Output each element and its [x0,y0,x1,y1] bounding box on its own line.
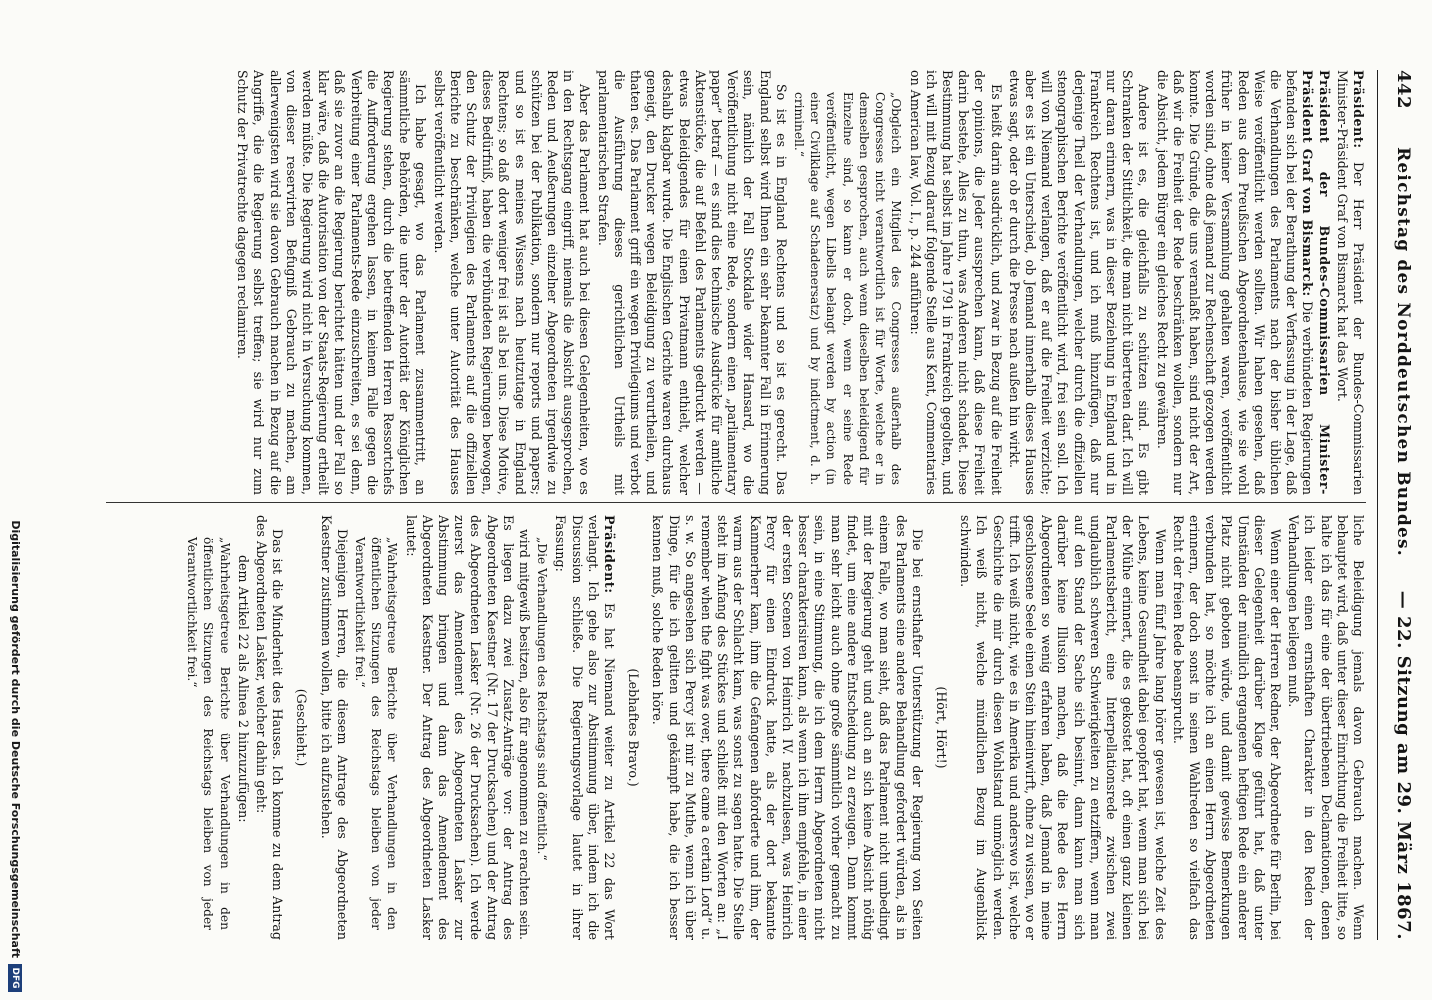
paragraph: So ist es in England Rechtens und so ist es gerecht. Das England selbst wird Ihnen ein sehr bekannter Fall in Erinnerung sein, nämlich der Fall Stockdale wider Hansard, wo die Veröffentlichung nicht eine Rede, sondern einen „parliamentary paper“ betraf — es sind dies technische Ausdrücke für amtliche Aktenstücke, die auf Befehl des Parlaments gedruckt werden — etwas Beleidigendes für einen Privatmann enthielt, welcher deshalb klagbar wurde. Die Englischen Gerichte waren durchaus geneigt, den Drucker wegen Beleidigung zu verurtheilen, und thaten es. Das Parlament griff ein wegen Privilegiums und verbot die Ausführung dieses gerichtlichen Urtheils mit parlamentarischen Strafen. [595,70,789,495]
quotation: „Die Verhandlungen des Reichstags sind öffentlich.“ [535,537,550,861]
credit-text: Digitalisierung gefördert durch die Deutsche Forschungsgemeinschaft [9,520,22,958]
interjection: (Geschieht.) [294,688,310,767]
paragraph: Das ist die Minderheit des Hauses. Ich komme zu dem Antrag des Abgeordneten Lasker, welcher dahin geht: [254,515,286,940]
paragraph: Es heißt darin ausdrücklich, und zwar in Bezug auf die Freiheit der opinions, die Jeder aussprechen kann, daß diese Freiheit darin bestehe, Alles zu thun, was Anderen nicht schadet. Diese Bestimmung hat selbst im Jahre 1791 in Frankreich gegolten, und ich will mit Bezug darauf folgende Stelle aus Kent, Commentaries on American law, Vol. I., p. 244 anführen: [907,70,1004,495]
paragraph: dem Artikel 22 als Alinea 2 hinzuzufügen: [235,555,251,823]
header-date: — 22. Sitzung am 29. März 1867. [1393,590,1414,940]
left-column [106,70,1366,495]
interjection: (Hört, Hört!) [933,686,949,769]
paragraph: Die bei ernsthafter Unterstützung der Regierung von Seiten des Parlaments eine andere Behandlung gefordert würden, als in einem Falle, wo man sieht, daß das Parlament nicht umbedingt mit der Regierung geht und auch an sich keine Absicht nöthig findet, um eine andere Entscheidung zu erzeugen. Dann kommt man sehr leicht auch ohne große sämmtlich vorher gemacht zu sein, in eine Stimmung, die ich dem Herrn Abgeordneten nicht besser charakterisiren kann, als wenn ich ihm empfehle, in einer der ersten Scenen von Heinrich IV. nachzulesen, was Heinrich Percy für einen Eindruck hatte, als der dort bekannte Kammerherr kam, ihm die Gefangenen abforderte und ihm, der warm aus der Schlacht kam, was sonst zu sagen hatte. Die Stelle steht im Anfang des Stückes und schließt mit den Worten an: „I remember when the fight was over, there came a certain Lord“ u. s. w. So angesehen sich Percy ist mir zu Muthe, wenn ich über Dinge, für die ich gelitten und gekämpft habe, die ich besser kennen muß, solche Reden höre. [650,515,925,940]
interjection: (Lebhaftes Bravo.) [626,668,642,787]
paragraph: Präsident der Bundes-Commissarien Minister-Präsident Graf von Bismarck: Die verbündeten Regierungen befanden sich bei der Berathung der Verfassung in der Lage, daß die Verhandlungen des Parlaments nach der bisher üblichen Weise veröffentlicht werden sollten. Wir haben gesehen, daß Reden aus dem Preußischen Abgeordnetenhause, wie sie wohl früher in keiner Versammlung gehalten waren, veröffentlicht worden sind, ohne daß jemand zur Rechenschaft gezogen werden konnte. Die Gründe, die uns veranlaßt haben, sind nicht der Art, daß wir die Freiheit der Rede beschränken wollen, sondern nur die Absicht, jedem Bürger ein gleiches Recht zu gewähren. [1154,70,1332,495]
page-number: 442 [1393,70,1414,110]
paragraph: Ich habe gesagt, wo das Parlament zusammentritt, an sämmtliche Behörden, die unter der Autorität der Königlichen Regierung stehen, durch die betreffenden Herren Ressortchefs die Aufforderung ergehen lassen, in keinem Falle gegen die Verbreitung einer Parlaments-Rede einzuschreiten, es sei denn, daß sie zuvor an die Regierung berichtet hätten und der Fall so klar wäre, daß die Autorisation von der Staats-Regierung ertheilt werden müßte. Die Regierung wird nicht in Versuchung kommen, von dieser reservirten Befugniß Gebrauch zu machen, am allerwenigsten wird sie davon Gebrauch machen in Bezug auf die Angriffe, die die Regierung selbst treffen; sie wird nur zum Schutz der Privatrechte dagegen reclamiren. [235,70,429,495]
speaker-label: Präsident der Bundes-Commissarien Minister-Präsident Graf von Bismarck: [1300,70,1332,495]
header-rule [1377,70,1378,940]
header-title: Reichstag des Norddeutschen Bundes. [1393,147,1413,557]
speaker-label: Präsident: [1351,70,1366,149]
paragraph: wird mitgewiß besitzen, also für angenommen zu erachten sein. Es liegen dazu zwei Zusatz-Anträge vor: der Antrag des Abgeordneten Kaestner (Nr. 17 der Drucksachen) und der Antrag des Abgeordneten Lasker (Nr. 26 der Drucksachen). Ich werde zuerst das Amendement des Abgeordneten Lasker zur Abstimmung bringen und dann das Amendement des Abgeordneten Kaestner. Der Antrag des Abgeordneten Lasker lautet: [403,515,533,940]
speaker-label: Präsident: [602,515,618,594]
paragraph: Wenn man fünf Jahre lang hörer gewesen ist, welche Zeit des Lebens, keine Gesundheit dabei geopfert hat, wenn man sich bei der Mühe erinnert, die es gekostet hat, oft einen ganz kleinen Parlamentsbericht, eine Interpellationsrede zwischen zwei unglaublich schweren Schwierigkeiten zu entziffern, wenn man auf den Stand der Sache sich besinnt, dann kann man sich darüber keine Illusion machen, daß die Rede des Herrn Abgeordneten so wenig erfahren haben, daß Jemand in meine geschlossene Seele einen Stein hineinwirft, ohne zu wissen, wo er trifft. Ich weiß nicht, wie es in Amerika und anderswo ist, welche Geschichte die mir durch diesen Wohlstand unmöglich werden. Ich weiß nicht, welche mündlichen Bezug im Augenblick schwinden. [958,515,1168,940]
right-column [106,515,1366,940]
paragraph: Andere ist es, die gleichfalls zu schützen sind. Es gibt Schranken der Sittlichkeit, die man nicht übertreten darf. Ich will nur daran erinnern, was in dieser Beziehung in England und in Frankreich Rechtens ist, und ich muß hinzufügen, daß nur derjenige Theil der Verhandlungen, welcher durch die offiziellen stenographischen Berichte veröffentlicht wird, frei sein soll. Ich will von Niemand verlangen, daß er auf die Freiheit verzichte; aber es ist ein Unterschied, ob Jemand innerhalb dieses Hauses etwas sagt, oder ob er durch die Presse nach außen hin wirkt. [1006,70,1152,495]
column-divider [106,502,1366,503]
paragraph: liche Beleidigung jemals davon Gebrauch machen. Wenn behauptet wird, daß unter dieser Einrichtung die Freiheit litte, so halte ich das für eine der übertriebenen Declamationen, denen ich leider einen ernsthaften Charakter in den Reden der Verhandlungen beilegen muß. [1286,515,1366,940]
quotation: „Obgleich ein Mitglied des Congresses außerhalb des Congresses nicht verantwortlich ist für Worte, welche er in demselben gesprochen, auch wenn dieselben beleidigend für Einzelne sind, so kann er doch, wenn er seine Rede veröffentlicht, wegen Libells belangt werden by action (in einer Civilklage auf Schadenersatz) und by indictment, d. h. criminell.“ [792,92,904,485]
paragraph: Wenn einer der Herren Redner, der Abgeordnete für Berlin, bei dieser Gelegenheit darüber Klage geführt hat, daß unter Umständen der mündlich ergangenen heftigen Rede ein anderer Platz nicht geboten würde, und damit gewisse Bemerkungen verbunden hat, so möchte ich an einen Herrn Abgeordneten erinnern, der doch sonst in seinen Wahlreden so vielfach das Recht der freien Rede beansprucht. [1170,515,1283,940]
paragraph: Präsident: Der Herr Präsident der Bundes-Commissarien Minister-Präsident Graf von Bismarck hat das Wort. [1334,70,1366,495]
digitization-credit [8,520,22,992]
quotation: „Wahrheitsgetreue Berichte über Verhandlungen in den öffentlichen Sitzungen des Reichstags bleiben von jeder Verantwortlichkeit frei.“ [185,537,232,930]
running-header [1382,70,1414,940]
quotation: „Wahrheitsgetreue Berichte über Verhandlungen in den öffentlichen Sitzungen des Reichstags bleiben von jeder Verantwortlichkeit frei.“ [353,537,400,930]
paragraph: Aber das Parlament hat auch bei diesen Gelegenheiten, wo es in den Rechtsgang eingriff, niemals die Absicht ausgesprochen, Reden und Aeußerungen einzelner Abgeordneten irgendwie zu schützen bei der Publikation, sondern nur reports und papers; und so ist es meines Wissens nach heutzutage in England Rechtens; so daß dort weniger frei ist als bei uns. Diese Motive, dieses Bedürfniß, haben die verbündeten Regierungen bewogen, den Schutz der Privilegien des Parlaments auf die offiziellen Berichte zu beschränken, welche unter Autorität des Hauses selbst veröffentlicht werden. [431,70,593,495]
paragraph: Präsident: Es hat Niemand weiter zu Artikel 22 das Wort verlangt. Ich gehe also zur Abstimmung über, indem ich die Discussion schließe. Die Regierungsvorlage lautet in ihrer Fassung: [553,515,618,940]
paragraph: Diejenigen Herren, die diesem Antrage des Abgeordneten Kaestner zustimmen wollen, bitte ich aufzustehen. [318,515,350,940]
dfg-logo: DFG [8,964,22,992]
